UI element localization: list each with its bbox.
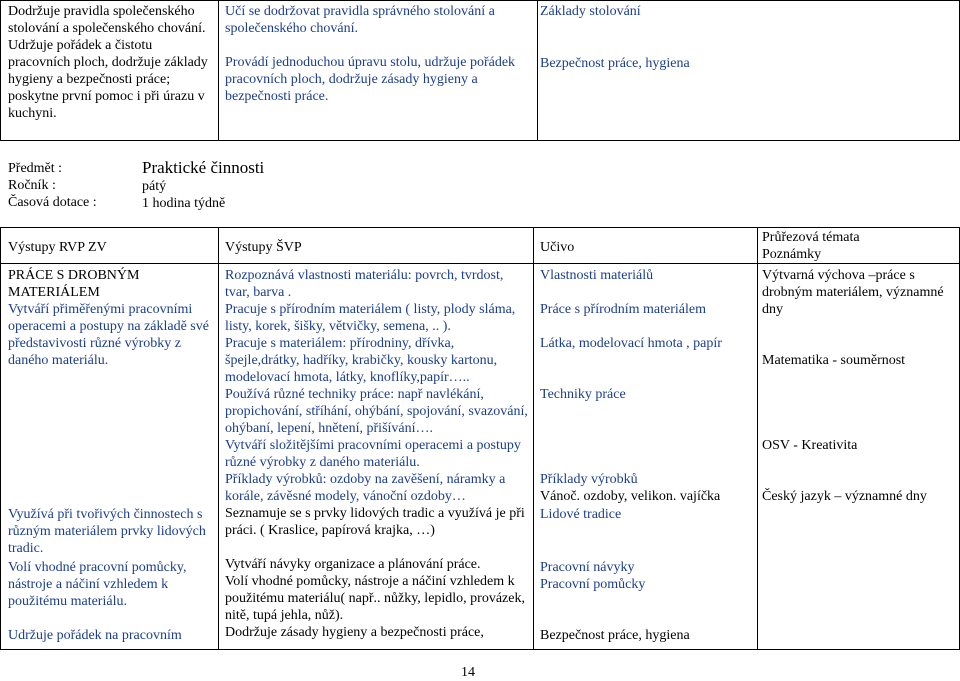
subject-label: Předmět : xyxy=(8,161,63,176)
top-table-col-divider xyxy=(218,0,219,141)
top-table-curriculum-text: Bezpečnost práce, hygiena xyxy=(540,56,690,71)
grade-label: Ročník : xyxy=(8,178,56,193)
header-rvp: Výstupy RVP ZV xyxy=(8,240,107,255)
svp-item: Vytváří složitějšími pracovními operacemi a postupy různé výrobky z daného materiálu. xyxy=(225,438,521,470)
rvp-title-line: PRÁCE S DROBNÝM xyxy=(8,268,140,283)
rvp-title-line: MATERIÁLEM xyxy=(8,285,100,300)
time-value: 1 hodina týdně xyxy=(142,196,226,211)
pt-item: Výtvarná výchova –práce s drobným materiálem, významné dny xyxy=(762,268,944,317)
page-number: 14 xyxy=(461,665,475,680)
top-table-col-divider xyxy=(537,0,538,141)
ucivo-item: Vlastnosti materiálů xyxy=(540,268,654,283)
ucivo-item: Práce s přírodním materiálem xyxy=(540,302,706,317)
svp-item: Pracuje s přírodním materiálem ( listy, plody sláma, listy, korek, šišky, větvičky, semena, .. ). xyxy=(225,302,516,334)
header-notes: Poznámky xyxy=(762,247,822,262)
svp-item: Pracuje s materiálem: přírodniny, dřívka, špejle,drátky, hadříky, krabičky, kousky kartonu, modelovací hmota, látky, knoflíky,papír….. xyxy=(225,336,498,385)
main-table-col-divider xyxy=(218,227,219,650)
svp-item: Vytváří návyky organizace a plánování práce. xyxy=(225,557,481,572)
rvp-item: Využívá při tvořivých činnostech s různým materiálem prvky lidových tradic. xyxy=(8,507,206,556)
top-table-curriculum-text: Základy stolování xyxy=(540,4,641,19)
ucivo-item: Pracovní pomůcky xyxy=(540,577,646,592)
top-table-border-bottom xyxy=(0,140,960,141)
svp-column xyxy=(225,267,530,641)
top-table-outcomes-cell: Dodržuje pravidla společenského stolování a společenského chování. Udržuje pořádek a čistotu pracovních ploch, dodržuje základy hygieny a bezpečnosti práce; poskytne první pomoc i při úrazu v kuchyni. xyxy=(8,4,208,121)
main-table-col-divider xyxy=(533,227,534,650)
svp-item: Dodržuje zásady hygieny a bezpečnosti práce, xyxy=(225,625,484,640)
subject-value: Praktické činnosti xyxy=(142,158,265,177)
top-table-border-left xyxy=(0,0,1,141)
main-table-border-top xyxy=(0,227,960,228)
top-table-svp-text: Provádí jednoduchou úpravu stolu, udržuje pořádek pracovních ploch, dodržuje zásady hygieny a bezpečnosti práce. xyxy=(225,55,516,104)
time-label: Časová dotace : xyxy=(8,195,97,210)
svp-item: Rozpoznává vlastnosti materiálu: povrch, tvrdost, tvar, barva . xyxy=(225,268,504,300)
top-table-svp-cell xyxy=(225,3,535,105)
ucivo-item: Lidové tradice xyxy=(540,507,622,522)
pt-item: Český jazyk – významné dny xyxy=(762,489,927,504)
main-table-header-divider xyxy=(0,263,960,264)
main-table-border-left xyxy=(0,227,1,650)
pt-item: Matematika - souměrnost xyxy=(762,353,906,368)
svp-item: Příklady výrobků: ozdoby na zavěšení, náramky a korále, závěsné modely, vánoční ozdoby… xyxy=(225,472,506,504)
grade-value: pátý xyxy=(142,179,167,194)
ucivo-item: Příklady výrobků xyxy=(540,472,638,487)
ucivo-item: Bezpečnost práce, hygiena xyxy=(540,628,690,643)
header-ucivo: Učivo xyxy=(540,240,575,255)
header-cross-topics: Průřezová témata xyxy=(762,230,860,245)
ucivo-item: Vánoč. ozdoby, velikon. vajíčka xyxy=(540,489,721,504)
ucivo-item: Techniky práce xyxy=(540,387,626,402)
main-table-col-divider xyxy=(757,227,758,650)
svp-item: Volí vhodné pomůcky, nástroje a náčiní vzhledem k použitému materiálu( např.. nůžky, lepidlo, provázek, nitě, tupá jehla, nůž). xyxy=(225,574,525,623)
ucivo-item: Látka, modelovací hmota , papír xyxy=(540,336,722,351)
pt-item: OSV - Kreativita xyxy=(762,438,858,453)
top-table-border-top xyxy=(0,0,960,1)
top-table-svp-text: Učí se dodržovat pravidla správného stolování a společenského chování. xyxy=(225,4,495,36)
top-table-curriculum-cell xyxy=(540,3,950,72)
header-svp: Výstupy ŠVP xyxy=(225,240,302,255)
ucivo-item: Pracovní návyky xyxy=(540,560,635,575)
svp-item: Používá různé techniky práce: např navlékání, propichování, stříhání, ohýbání, spojování, svazování, ohýbaní, lepení, hnětení, přišívání…. xyxy=(225,387,528,436)
main-table-border-bottom xyxy=(0,649,960,650)
rvp-title xyxy=(8,267,214,301)
rvp-item: Udržuje pořádek na pracovním xyxy=(8,628,182,643)
rvp-item: Vytváří přiměřenými pracovními operacemi a postupy na základě své představivosti různé výrobky z daného materiálu. xyxy=(8,302,209,368)
svp-item: Seznamuje se s prvky lidových tradic a využívá je při práci. ( Kraslice, papírová krajka, …) xyxy=(225,506,525,538)
rvp-item: Volí vhodné pracovní pomůcky, nástroje a náčiní vzhledem k použitému materiálu. xyxy=(8,560,187,609)
